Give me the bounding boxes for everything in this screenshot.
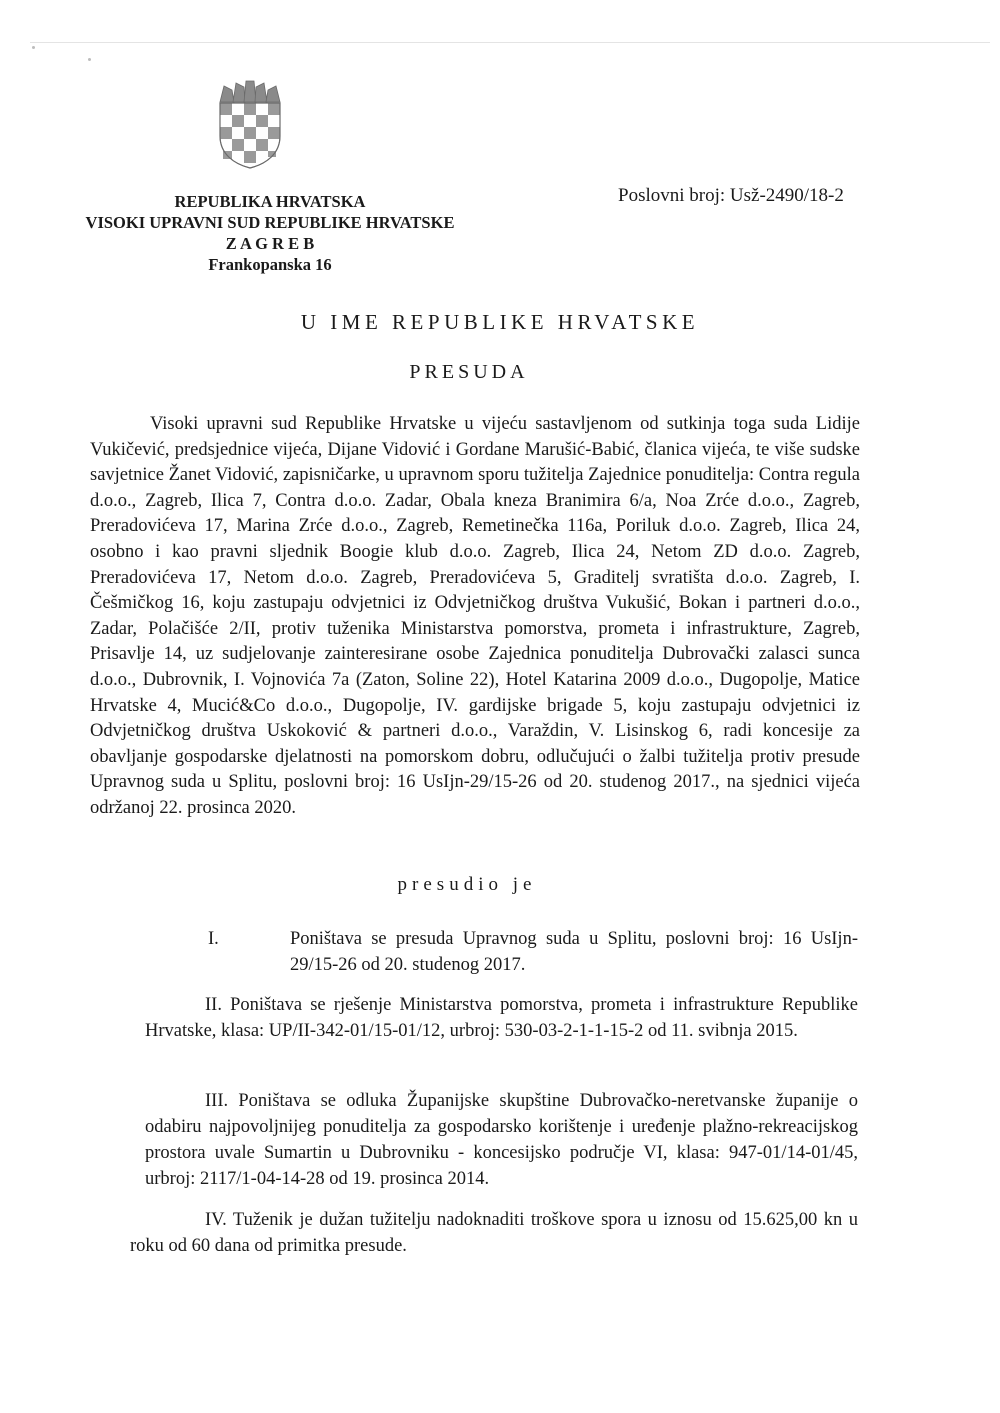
intro-paragraph: Visoki upravni sud Republike Hrvatske u vijeću sastavljenom od sutkinja toga suda Lidije Vukičević, predsjednice vijeća, Dijane Vidović i Gordane Marušić-Babić, članica vijeća, te više sudske savjetnice Žanet Vidović, zapisničarke, u upravnom sporu tužitelja Zajednice ponuditelja: Contra regula d.o.o., Zagreb, Ilica 7, Contra d.o.o. Zadar, Obala kneza Branimira 6/a, Noa Zrće d.o.o., Zagreb, Preradovićeva 17, Marina Zrće d.o.o., Zagreb, Remetinečka 116a, Poriluk d.o.o. Zagreb, Ilica 24, osobno i kao pravni sljednik Boogie klub d.o.o. Zagreb, Ilica 24, Netom ZD d.o.o. Zagreb, Preradovićeva 17, Netom d.o.o. Zagreb, Preradovićeva 5, Graditelj svratišta d.o.o. Zagreb, I. Češmičkog 16, koju zastupaju odvjetnici iz Odvjetničkog društva Vukušić, Bokan i partneri d.o.o., Zadar, Polačišće 2/II, protiv tuženika Ministarstva pomorstva, prometa i infrastrukture, Zagreb, Prisavlje 14, uz sudjelovanje zainteresirane osobe Zajednica ponuditelja Dubrovački zalasci sunca d.o.o., Dubrovnik, I. Vojnovića 7a (Zaton, Soline 22), Hotel Katarina 2009 d.o.o., Dugopolje, Matice Hrvatske 4, Mucić&Co d.o.o., Dugopolje, IV. gardijske brigade 5, koju zastupaju odvjetnici iz Odvjetničkog društva Uskoković & partneri d.o.o., Varaždin, V. Lisinskog 6, radi koncesije za obavljanje gospodarske djelatnosti na pomorskom dobru, odlučujući o žalbi tužitelja protiv presude Upravnog suda u Splitu, poslovni broj: 16 UsIjn-29/15-26 od 20. studenog 2017., na sjednici vijeća održanoj 22. prosinca 2020. [90,414,860,818]
verdict-item-2: II. Poništava se rješenje Ministarstva pomorstva, prometa i infrastrukture Republike Hrvatske, klasa: UP/II-342-01/15-01/12, urbroj: 530-03-2-1-1-15-2 od 11. svibnja 2015. [145,995,858,1041]
verdict-item-text: Poništava se presuda Upravnog suda u Splitu, poslovni broj: 16 UsIjn-29/15-26 od 20. studenog 2017. [290,929,858,975]
croatian-coat-of-arms-icon [216,78,284,170]
scan-speck [88,58,91,61]
verdict-item-1 [208,926,858,978]
header-line-republic: REPUBLIKA HRVATSKA [174,192,366,211]
case-number: Poslovni broj: Usž-2490/18-2 [618,185,844,206]
invocation-heading: U IME REPUBLIKE HRVATSKE [300,310,700,334]
verdict-title: PRESUDA [409,361,529,383]
court-header [70,191,470,275]
header-line-city: Z A G R E B [225,234,315,253]
decided-heading: presudio je [397,874,537,895]
verdict-item-number: I. [208,929,219,949]
header-line-court: VISOKI UPRAVNI SUD REPUBLIKE HRVATSKE [85,213,455,232]
header-line-address: Frankopanska 16 [208,255,332,274]
verdict-item-3: III. Poništava se odluka Županijske skupštine Dubrovačko-neretvanske županije o odabiru najpovoljnijeg ponuditelja za gospodarsko korištenje i uređenje plažno-rekreacijskog prostora uvale Sumartin u Dubrovniku - koncesijsko područje VI, klasa: 947-01/14-01/45, urbroj: 2117/1-04-14-28 od 19. prosinca 2014. [145,1091,858,1189]
page-top-edge [30,42,990,43]
verdict-item-4: IV. Tuženik je dužan tužitelju nadoknaditi troškove spora u iznosu od 15.625,00 kn u roku od 60 dana od primitka presude. [130,1210,858,1256]
scan-speck [32,46,35,49]
